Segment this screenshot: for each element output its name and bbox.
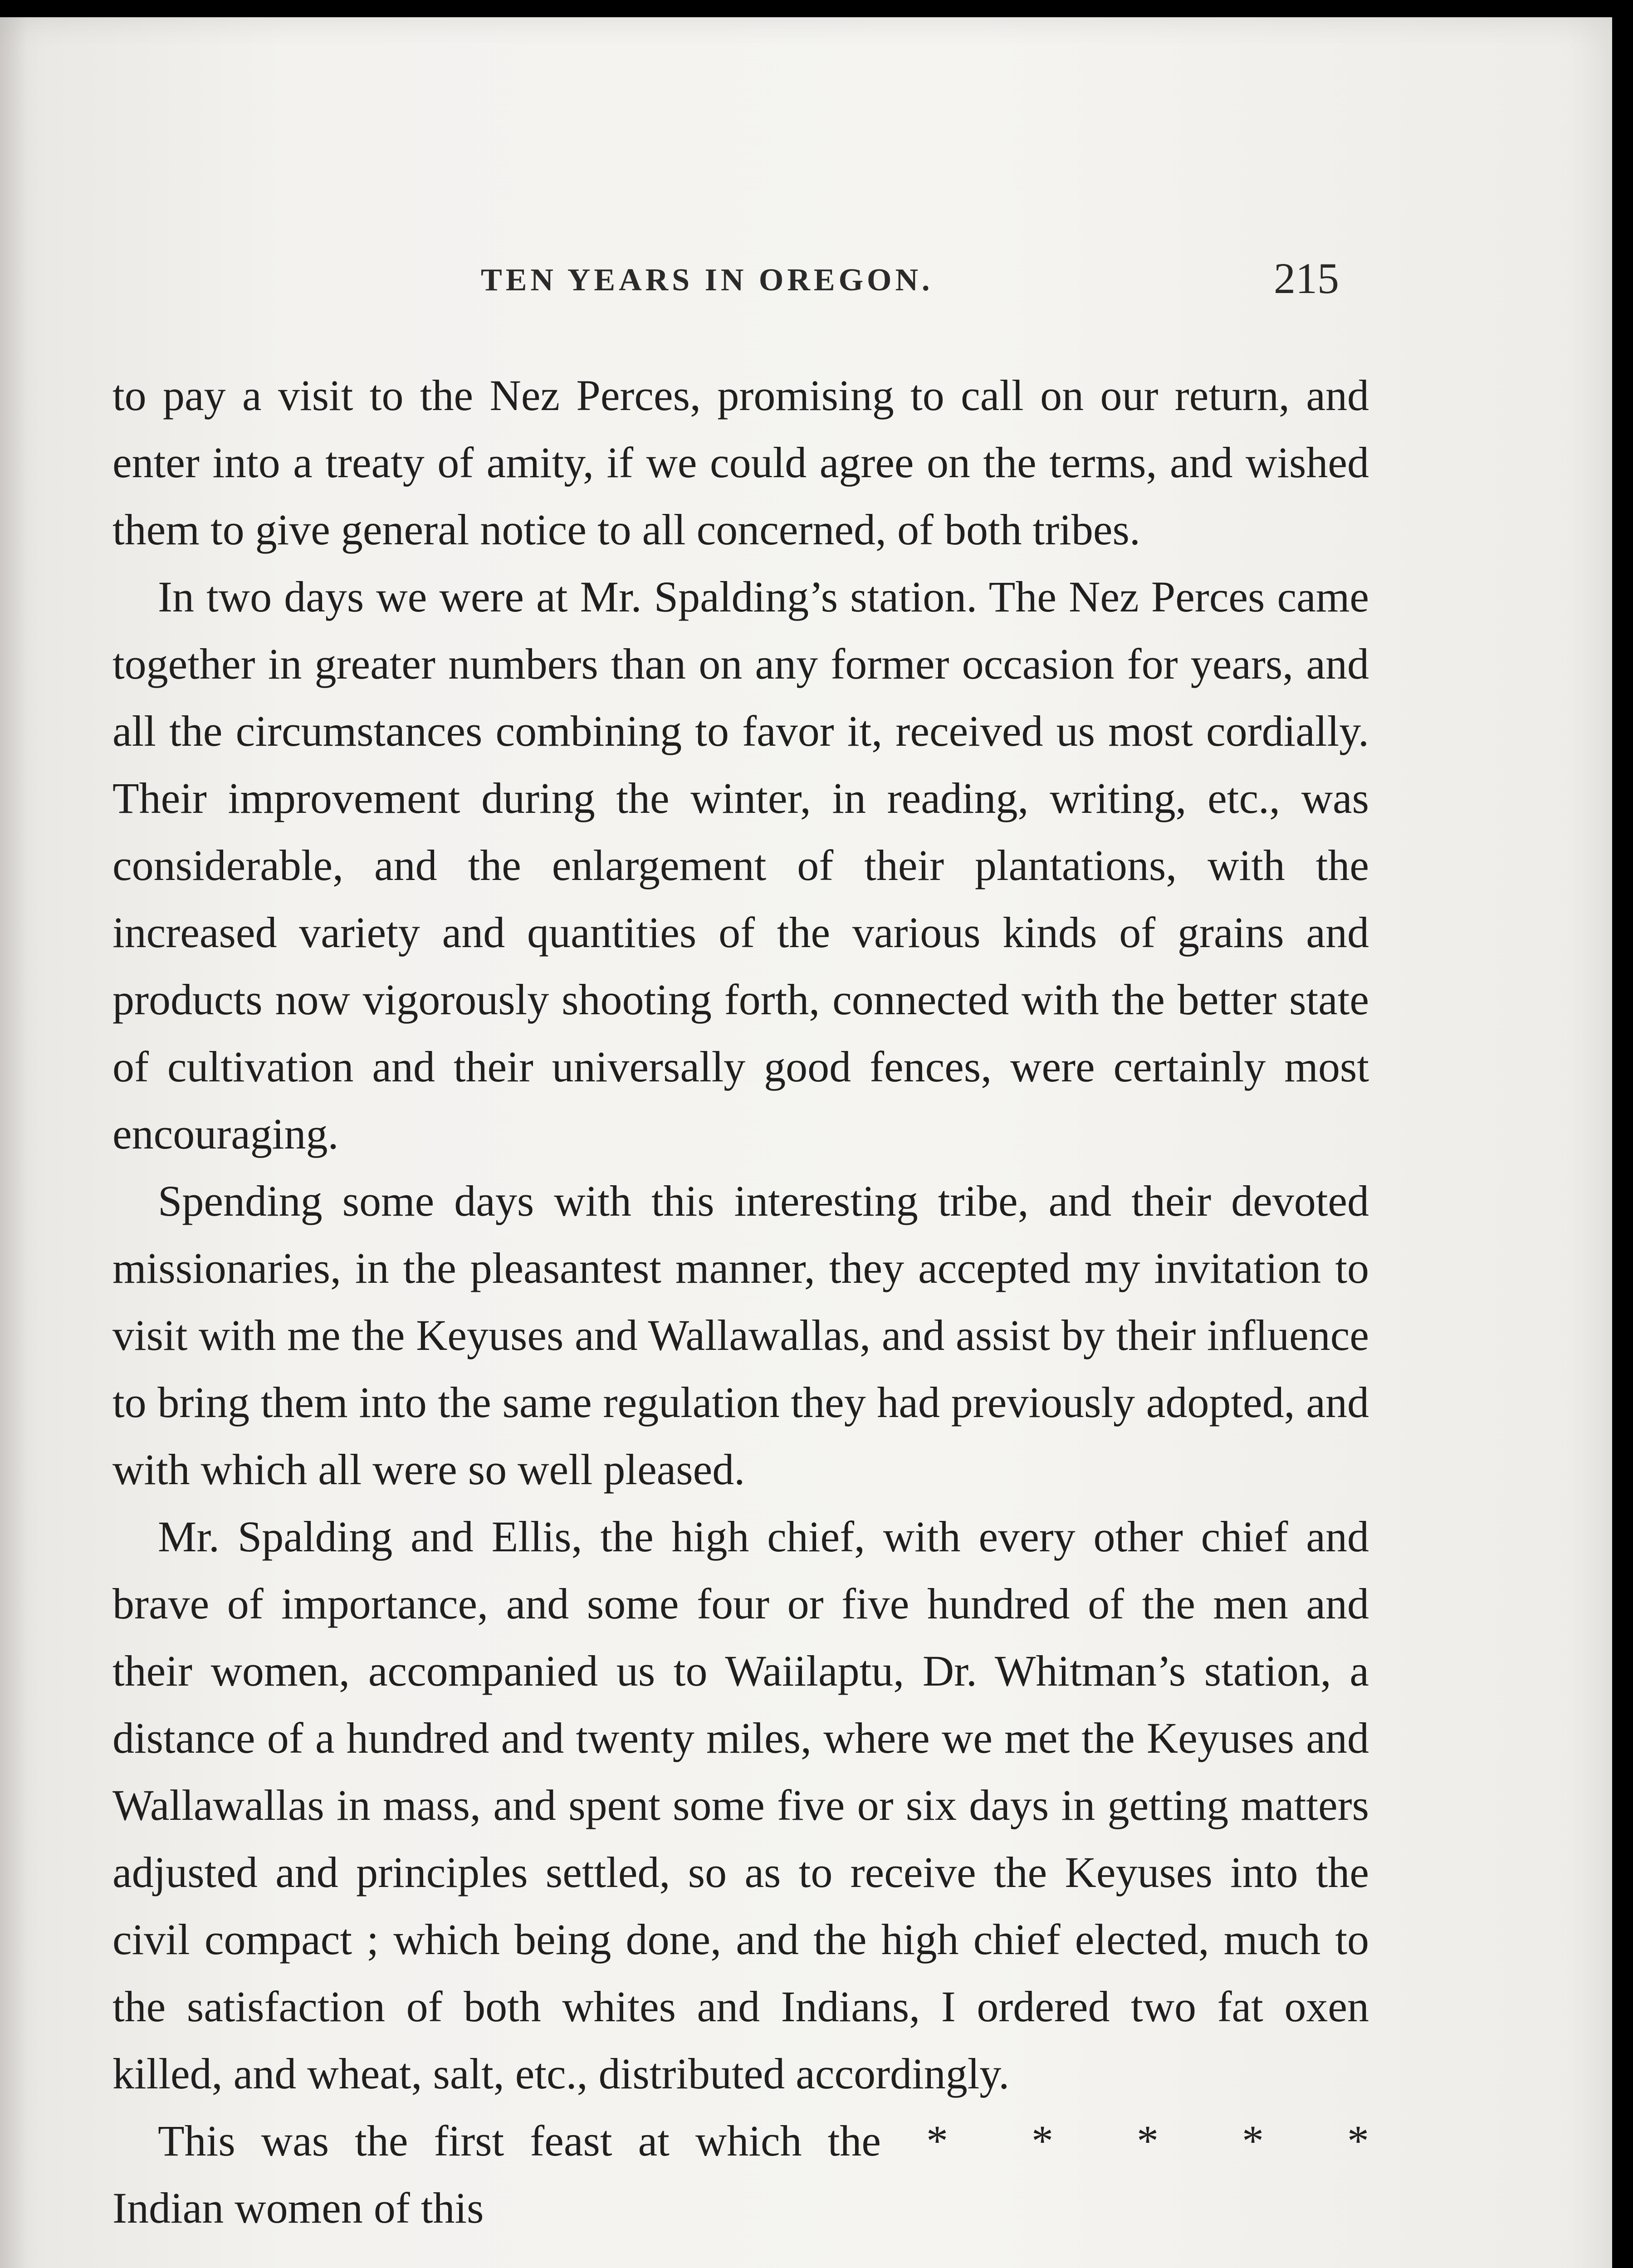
paragraph-waiilaptu [112,1503,1405,2165]
running-title: TEN YEARS IN OREGON. [481,263,934,298]
section-break-asterisks: * * * * * [926,2116,1405,2165]
paragraph-waiilaptu-text: Mr. Spalding and Ellis, the high chief, with every other chief and brave of importance, and some four or five hundred of the men and their women, accompanied us to Waiilaptu, Dr. Whitman’s station, a distance of a hundred and twenty miles, where we met the Keyuses and Wallawallas in mass, and spent some five or six days in getting matters adjusted and principles settled, so as to receive the Keyuses into the civil compact ; which being done, and the high chief elected, much to the satisfaction of both whites and Indians, I ordered two fat oxen killed, and wheat, salt, etc., distributed accordingly. [112,1512,1369,2098]
paragraph-first-feast: This was the first feast at which the Indian women of this [112,2116,881,2232]
paragraph-continued: to pay a visit to the Nez Perces, promising to call on our return, and enter into a treaty of amity, if we could agree on the terms, and wished them to give general notice to all concerned, of both tribes. [112,371,1369,554]
paragraph-interesting-tribe: Spending some days with this interesting tribe, and their devoted missionaries, in the pleasantest manner, they accepted my invitation to visit with me the Keyuses and Wallawallas, and assist by their influence to bring them into the same regulation they had previously adopted, and with which all were so well pleased. [112,1177,1369,1494]
body-text [112,362,1405,2242]
book-page [0,17,1612,2268]
spine-shadow [0,17,27,2268]
paragraph-spalding-station: In two days we were at Mr. Spalding’s station. The Nez Perces came together in greater numbers than on any former occasion for years, and all the circumstances combining to favor it, received us most cordially. Their improvement during the winter, in reading, writing, etc., was considerable, and the enlargement of their plantations, with the increased variety and quantities of the various kinds of grains and products now vigorously shooting forth, connected with the better state of cultivation and their universally good fences, were certainly most encouraging. [112,572,1369,1158]
page-number: 215 [1274,254,1339,303]
running-head [0,253,1612,317]
